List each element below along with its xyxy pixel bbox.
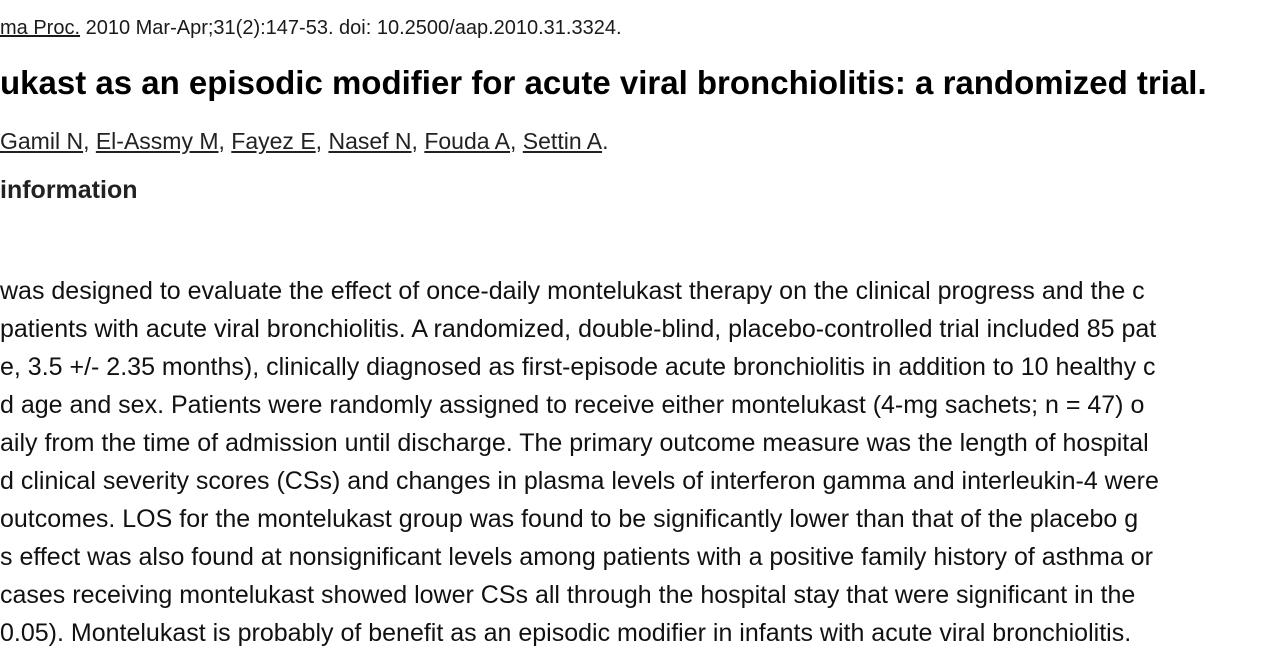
abstract-line: aily from the time of admission until discharge. The primary outcome measure was the length of hospital — [0, 429, 1149, 457]
abstract-line: patients with acute viral bronchiolitis. A randomized, double-blind, placebo-controlled trial included 85 pat — [0, 315, 1157, 343]
article-title: ukast as an episodic modifier for acute viral bronchiolitis: a randomized trial. — [0, 64, 1207, 101]
author-link[interactable]: Nasef N — [328, 128, 412, 154]
abstract-line: d age and sex. Patients were randomly assigned to receive either montelukast (4-mg sachets; n = 47) o — [0, 391, 1145, 419]
author-link[interactable]: Fayez E — [231, 128, 316, 154]
abstract-line: d clinical severity scores (CSs) and changes in plasma levels of interferon gamma and interleukin-4 were — [0, 467, 1159, 495]
author-list — [0, 126, 608, 156]
citation-line — [0, 15, 622, 41]
abstract-line: 0.05). Montelukast is probably of benefit as an episodic modifier in infants with acute viral bronchiolitis. — [0, 619, 1132, 647]
author-separator: , — [315, 128, 329, 154]
abstract-line: cases receiving montelukast showed lower CSs all through the hospital stay that were significant in the — [0, 581, 1136, 609]
abstract-line: was designed to evaluate the effect of once-daily montelukast therapy on the clinical progress and the c — [0, 277, 1145, 305]
author-separator: , — [510, 128, 523, 154]
abstract-line: e, 3.5 +/- 2.35 months), clinically diagnosed as first-episode acute bronchiolitis in addition to 10 healthy c — [0, 353, 1156, 381]
author-link[interactable]: Fouda A — [424, 128, 511, 154]
author-separator: , — [411, 128, 425, 154]
author-link[interactable]: Settin A — [522, 128, 603, 154]
citation-details: 2010 Mar-Apr;31(2):147-53. doi: 10.2500/aap.2010.31.3324. — [80, 17, 622, 39]
author-link[interactable]: El-Assmy M — [95, 128, 219, 154]
author-separator: . — [602, 128, 609, 154]
author-separator: , — [218, 128, 232, 154]
author-link[interactable]: Gamil N — [0, 128, 84, 154]
author-information-toggle[interactable]: information — [0, 176, 138, 204]
journal-link[interactable]: ma Proc. — [0, 17, 81, 39]
author-separator: , — [83, 128, 96, 154]
abstract-line: s effect was also found at nonsignificant levels among patients with a positive family history of asthma or — [0, 543, 1153, 571]
abstract-line: outcomes. LOS for the montelukast group was found to be significantly lower than that of the placebo g — [0, 505, 1139, 533]
